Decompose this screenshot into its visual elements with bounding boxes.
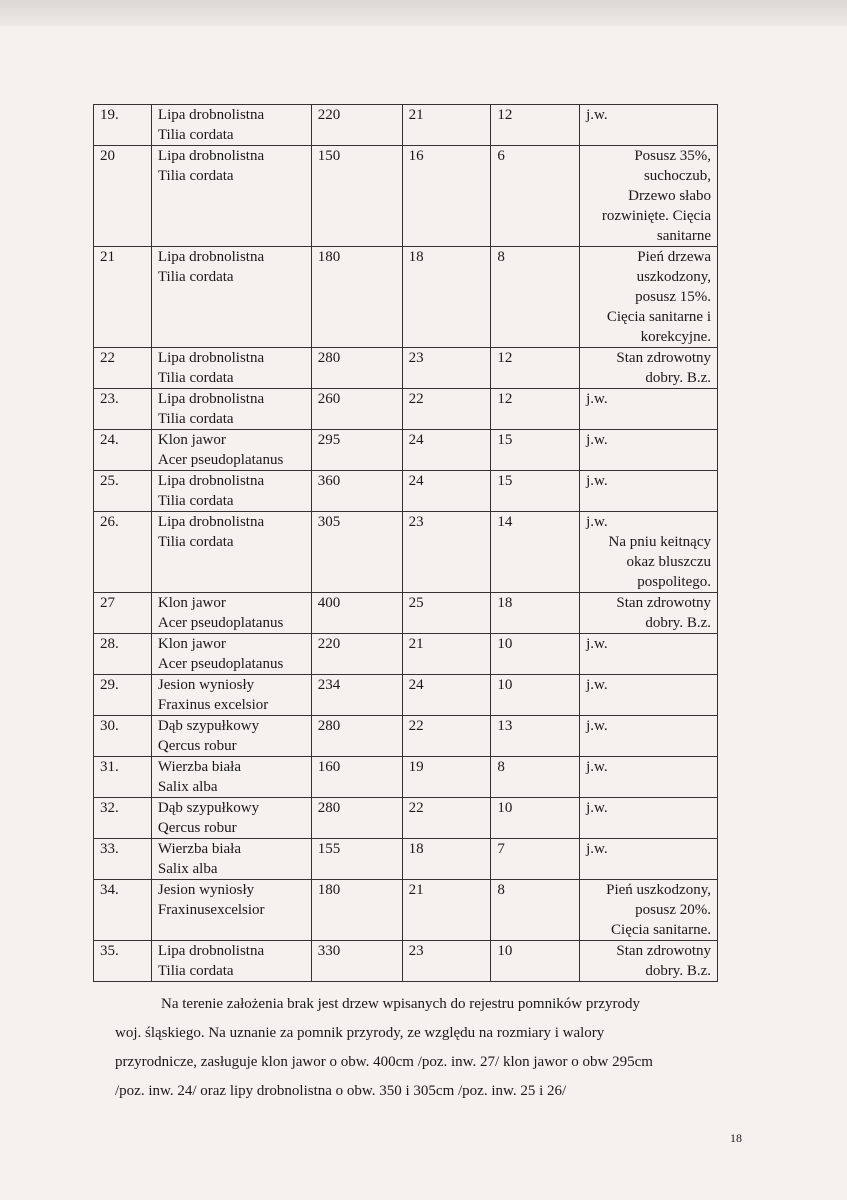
- cell-height: 21: [402, 105, 491, 146]
- cell-number: 32.: [94, 798, 152, 839]
- cell-number: 22: [94, 348, 152, 389]
- species-latin-name: Acer pseudoplatanus: [157, 452, 284, 468]
- species-latin-name: Qercus robur: [157, 738, 237, 754]
- species-common-name: Dąb szypułkowy: [157, 718, 260, 734]
- remark-line: j.w.: [586, 800, 608, 816]
- remark-line: j.w.: [586, 432, 608, 448]
- species-common-name: Klon jawor: [157, 432, 226, 448]
- remark-line: j.w.: [586, 718, 608, 734]
- species-latin-name: Tilia cordata: [157, 127, 234, 143]
- cell-circumference: 280: [311, 798, 402, 839]
- cell-crown: 10: [491, 675, 580, 716]
- cell-crown: 15: [491, 471, 580, 512]
- remark-line: posusz 15%.: [635, 289, 711, 305]
- species-common-name: Wierzba biała: [157, 759, 241, 775]
- table-row: [94, 430, 718, 471]
- cell-remarks: [580, 389, 718, 430]
- species-common-name: Jesion wyniosły: [157, 677, 255, 693]
- cell-number: 35.: [94, 941, 152, 982]
- cell-species: [151, 471, 311, 512]
- cell-species: [151, 757, 311, 798]
- table-row: [94, 348, 718, 389]
- tree-inventory-table: [93, 104, 718, 982]
- species-common-name: Lipa drobnolistna: [157, 107, 265, 123]
- remark-line: korekcyjne.: [640, 329, 711, 345]
- cell-number: 34.: [94, 880, 152, 941]
- species-latin-name: Tilia cordata: [157, 534, 234, 550]
- cell-crown: 12: [491, 348, 580, 389]
- cell-circumference: 330: [311, 941, 402, 982]
- table-row: [94, 880, 718, 941]
- cell-number: 20: [94, 146, 152, 247]
- scan-edge-shadow: [0, 0, 847, 26]
- paragraph-line: przyrodnicze, zasługuje klon jawor o obw. 400cm /poz. inw. 27/ klon jawor o obw 295cm: [115, 1054, 653, 1070]
- cell-height: 24: [402, 675, 491, 716]
- species-common-name: Lipa drobnolistna: [157, 350, 265, 366]
- cell-height: 24: [402, 430, 491, 471]
- table-row: [94, 798, 718, 839]
- remark-line: j.w.: [586, 107, 608, 123]
- cell-remarks: [580, 675, 718, 716]
- cell-species: [151, 634, 311, 675]
- remark-line: Cięcia sanitarne.: [611, 922, 711, 938]
- remark-line: Pień drzewa: [637, 249, 711, 265]
- remark-line: j.w.: [586, 514, 608, 530]
- species-latin-name: Tilia cordata: [157, 963, 234, 979]
- cell-remarks: [580, 430, 718, 471]
- cell-circumference: 360: [311, 471, 402, 512]
- remark-line: dobry. B.z.: [645, 370, 711, 386]
- cell-height: 23: [402, 941, 491, 982]
- table-row: [94, 716, 718, 757]
- species-common-name: Lipa drobnolistna: [157, 391, 265, 407]
- cell-crown: 8: [491, 880, 580, 941]
- remark-line: j.w.: [586, 841, 608, 857]
- cell-species: [151, 512, 311, 593]
- cell-height: 16: [402, 146, 491, 247]
- remark-line: j.w.: [586, 473, 608, 489]
- cell-height: 22: [402, 798, 491, 839]
- species-latin-name: Tilia cordata: [157, 168, 234, 184]
- species-common-name: Lipa drobnolistna: [157, 148, 265, 164]
- cell-species: [151, 430, 311, 471]
- cell-number: 25.: [94, 471, 152, 512]
- cell-height: 19: [402, 757, 491, 798]
- remark-line: Stan zdrowotny: [616, 595, 711, 611]
- cell-species: [151, 105, 311, 146]
- cell-species: [151, 839, 311, 880]
- remark-line: suchoczub,: [643, 168, 711, 184]
- cell-number: 24.: [94, 430, 152, 471]
- species-latin-name: Tilia cordata: [157, 370, 234, 386]
- paragraph-line: woj. śląskiego. Na uznanie za pomnik przyrody, ze względu na rozmiary i walory: [115, 1025, 605, 1041]
- species-common-name: Lipa drobnolistna: [157, 473, 265, 489]
- remark-line: posusz 20%.: [635, 902, 711, 918]
- species-common-name: Wierzba biała: [157, 841, 241, 857]
- remark-line: j.w.: [586, 636, 608, 652]
- cell-remarks: [580, 471, 718, 512]
- cell-circumference: 400: [311, 593, 402, 634]
- cell-species: [151, 675, 311, 716]
- table-row: [94, 634, 718, 675]
- species-common-name: Klon jawor: [157, 595, 226, 611]
- remark-line: Drzewo słabo: [628, 188, 711, 204]
- cell-number: 29.: [94, 675, 152, 716]
- cell-number: 27: [94, 593, 152, 634]
- table-row: [94, 593, 718, 634]
- cell-species: [151, 941, 311, 982]
- remark-line: Stan zdrowotny: [616, 943, 711, 959]
- cell-species: [151, 389, 311, 430]
- cell-species: [151, 348, 311, 389]
- cell-height: 18: [402, 839, 491, 880]
- species-common-name: Lipa drobnolistna: [157, 514, 265, 530]
- cell-circumference: 295: [311, 430, 402, 471]
- species-latin-name: Fraxinusexcelsior: [157, 902, 265, 918]
- remark-line: dobry. B.z.: [645, 963, 711, 979]
- species-latin-name: Fraxinus excelsior: [157, 697, 269, 713]
- cell-circumference: 180: [311, 247, 402, 348]
- table-row: [94, 941, 718, 982]
- species-latin-name: Tilia cordata: [157, 269, 234, 285]
- cell-remarks: [580, 593, 718, 634]
- cell-number: 31.: [94, 757, 152, 798]
- table-row: [94, 675, 718, 716]
- page-number: 18: [730, 1131, 742, 1145]
- cell-circumference: 260: [311, 389, 402, 430]
- cell-height: 21: [402, 634, 491, 675]
- cell-number: 30.: [94, 716, 152, 757]
- cell-species: [151, 880, 311, 941]
- remark-line: Stan zdrowotny: [616, 350, 711, 366]
- remark-line: okaz bluszczu: [626, 554, 711, 570]
- paragraph-line: Na terenie założenia brak jest drzew wpisanych do rejestru pomników przyrody: [161, 996, 640, 1012]
- cell-species: [151, 716, 311, 757]
- table-row: [94, 247, 718, 348]
- cell-remarks: [580, 716, 718, 757]
- species-common-name: Jesion wyniosły: [157, 882, 255, 898]
- table-row: [94, 757, 718, 798]
- cell-crown: 12: [491, 389, 580, 430]
- remark-line: Na pniu keitnący: [608, 534, 711, 550]
- paragraph-line: /poz. inw. 24/ oraz lipy drobnolistna o obw. 350 i 305cm /poz. inw. 25 i 26/: [115, 1083, 567, 1099]
- cell-circumference: 280: [311, 716, 402, 757]
- cell-species: [151, 593, 311, 634]
- cell-circumference: 280: [311, 348, 402, 389]
- cell-crown: 14: [491, 512, 580, 593]
- cell-circumference: 220: [311, 634, 402, 675]
- species-latin-name: Salix alba: [157, 861, 218, 877]
- cell-height: 25: [402, 593, 491, 634]
- cell-remarks: [580, 941, 718, 982]
- cell-number: 26.: [94, 512, 152, 593]
- cell-circumference: 160: [311, 757, 402, 798]
- species-common-name: Dąb szypułkowy: [157, 800, 260, 816]
- species-common-name: Klon jawor: [157, 636, 226, 652]
- table-row: [94, 512, 718, 593]
- summary-paragraph: [115, 990, 743, 1106]
- cell-crown: 10: [491, 798, 580, 839]
- cell-height: 22: [402, 389, 491, 430]
- remark-line: Pień uszkodzony,: [606, 882, 711, 898]
- cell-circumference: 155: [311, 839, 402, 880]
- cell-species: [151, 247, 311, 348]
- table-row: [94, 389, 718, 430]
- remark-line: j.w.: [586, 677, 608, 693]
- cell-height: 23: [402, 348, 491, 389]
- cell-height: 24: [402, 471, 491, 512]
- table-row: [94, 146, 718, 247]
- cell-crown: 10: [491, 941, 580, 982]
- cell-remarks: [580, 798, 718, 839]
- remark-line: Posusz 35%,: [634, 148, 711, 164]
- cell-crown: 8: [491, 247, 580, 348]
- remark-line: rozwinięte. Cięcia: [601, 208, 711, 224]
- cell-height: 23: [402, 512, 491, 593]
- remark-line: uszkodzony,: [636, 269, 711, 285]
- species-latin-name: Acer pseudoplatanus: [157, 615, 284, 631]
- cell-circumference: 234: [311, 675, 402, 716]
- cell-circumference: 150: [311, 146, 402, 247]
- table-row: [94, 839, 718, 880]
- cell-height: 22: [402, 716, 491, 757]
- species-latin-name: Tilia cordata: [157, 411, 234, 427]
- cell-crown: 6: [491, 146, 580, 247]
- remark-line: pospolitego.: [637, 574, 711, 590]
- species-latin-name: Acer pseudoplatanus: [157, 656, 284, 672]
- cell-height: 21: [402, 880, 491, 941]
- cell-circumference: 180: [311, 880, 402, 941]
- cell-crown: 8: [491, 757, 580, 798]
- cell-remarks: [580, 247, 718, 348]
- remark-line: j.w.: [586, 759, 608, 775]
- species-latin-name: Tilia cordata: [157, 493, 234, 509]
- remark-line: sanitarne: [656, 228, 711, 244]
- remark-line: Cięcia sanitarne i: [606, 309, 711, 325]
- table-row: [94, 471, 718, 512]
- species-latin-name: Qercus robur: [157, 820, 237, 836]
- remark-line: dobry. B.z.: [645, 615, 711, 631]
- cell-number: 21: [94, 247, 152, 348]
- cell-remarks: [580, 105, 718, 146]
- remark-line: j.w.: [586, 391, 608, 407]
- cell-remarks: [580, 512, 718, 593]
- cell-number: 19.: [94, 105, 152, 146]
- cell-crown: 18: [491, 593, 580, 634]
- cell-circumference: 305: [311, 512, 402, 593]
- cell-remarks: [580, 757, 718, 798]
- table-row: [94, 105, 718, 146]
- cell-crown: 15: [491, 430, 580, 471]
- cell-number: 23.: [94, 389, 152, 430]
- cell-species: [151, 798, 311, 839]
- cell-number: 28.: [94, 634, 152, 675]
- cell-remarks: [580, 146, 718, 247]
- species-latin-name: Salix alba: [157, 779, 218, 795]
- tree-table-body: [94, 105, 718, 982]
- cell-species: [151, 146, 311, 247]
- cell-remarks: [580, 634, 718, 675]
- cell-crown: 7: [491, 839, 580, 880]
- cell-crown: 12: [491, 105, 580, 146]
- cell-remarks: [580, 839, 718, 880]
- species-common-name: Lipa drobnolistna: [157, 249, 265, 265]
- cell-crown: 10: [491, 634, 580, 675]
- cell-height: 18: [402, 247, 491, 348]
- cell-remarks: [580, 348, 718, 389]
- cell-number: 33.: [94, 839, 152, 880]
- cell-crown: 13: [491, 716, 580, 757]
- cell-remarks: [580, 880, 718, 941]
- cell-circumference: 220: [311, 105, 402, 146]
- species-common-name: Lipa drobnolistna: [157, 943, 265, 959]
